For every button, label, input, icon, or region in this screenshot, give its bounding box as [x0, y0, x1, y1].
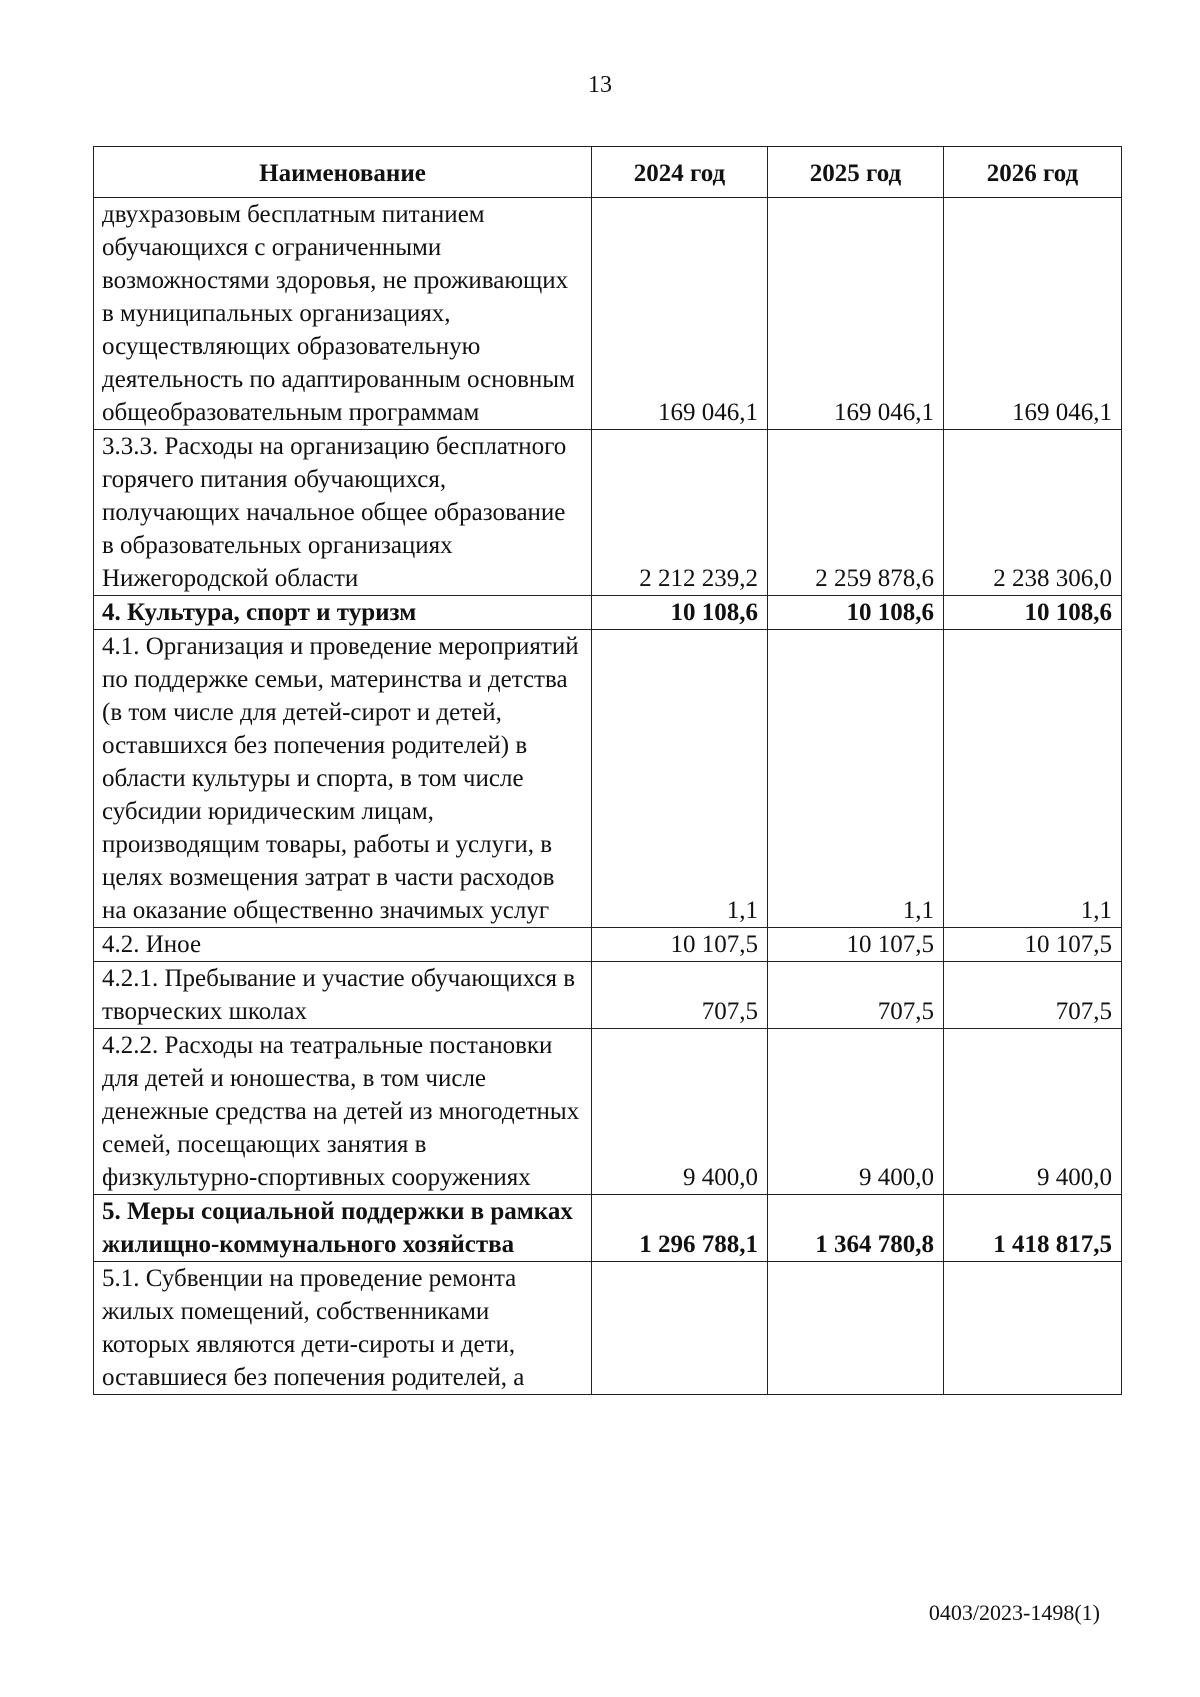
- table-header-row: [94, 147, 1122, 198]
- table-row: [94, 630, 1122, 928]
- row-value-2026: 10 108,6: [944, 596, 1122, 630]
- table-row: [94, 198, 1122, 430]
- row-name-cell: 5.1. Субвенции на проведение ремонта жилых помещений, собственниками которых являются дети-сироты и дети, оставшиеся без попечения родителей, а: [94, 1262, 592, 1395]
- row-value-2026: 2 238 306,0: [944, 430, 1122, 596]
- header-2025: 2025 год: [768, 147, 944, 198]
- row-value-2024: 10 107,5: [592, 928, 768, 962]
- row-name-cell: 4.2. Иное: [94, 928, 592, 962]
- row-value-2025: 2 259 878,6: [768, 430, 944, 596]
- row-value-2025: 169 046,1: [768, 198, 944, 430]
- row-value-2024: 9 400,0: [592, 1029, 768, 1195]
- row-name-cell: 4.1. Организация и проведение мероприятий по поддержке семьи, материнства и детства (в том числе для детей-сирот и детей, оставшихся без попечения родителей) в области культуры и спорта, в том числе субсидии юридическим лицам, производящим товары, работы и услуги, в целях возмещения затрат в части расходов на оказание общественно значимых услуг: [94, 630, 592, 928]
- row-value-2026: 169 046,1: [944, 198, 1122, 430]
- table-row: [94, 1029, 1122, 1195]
- row-value-2024: 707,5: [592, 962, 768, 1029]
- header-2026: 2026 год: [944, 147, 1122, 198]
- row-value-2026: 1 418 817,5: [944, 1195, 1122, 1262]
- table-row: [94, 596, 1122, 630]
- row-value-2025: 707,5: [768, 962, 944, 1029]
- table-row: [94, 430, 1122, 596]
- header-name: Наименование: [94, 147, 592, 198]
- row-value-2026: [944, 1262, 1122, 1395]
- row-name-cell: 4.2.1. Пребывание и участие обучающихся в творческих школах: [94, 962, 592, 1029]
- row-value-2026: 1,1: [944, 630, 1122, 928]
- row-name-cell: 4. Культура, спорт и туризм: [94, 596, 592, 630]
- row-value-2026: 10 107,5: [944, 928, 1122, 962]
- row-value-2024: 2 212 239,2: [592, 430, 768, 596]
- row-value-2026: 707,5: [944, 962, 1122, 1029]
- row-value-2026: 9 400,0: [944, 1029, 1122, 1195]
- row-name-cell: 3.3.3. Расходы на организацию бесплатного горячего питания обучающихся, получающих начальное общее образование в образовательных организациях Нижегородской области: [94, 430, 592, 596]
- table-row: [94, 1262, 1122, 1395]
- row-value-2024: 1 296 788,1: [592, 1195, 768, 1262]
- row-value-2025: 1 364 780,8: [768, 1195, 944, 1262]
- header-2024: 2024 год: [592, 147, 768, 198]
- page-number: 13: [588, 72, 612, 98]
- document-code: 0403/2023-1498(1): [928, 1600, 1100, 1625]
- table-row: [94, 928, 1122, 962]
- row-value-2024: 1,1: [592, 630, 768, 928]
- row-name-cell: 5. Меры социальной поддержки в рамках жилищно-коммунального хозяйства: [94, 1195, 592, 1262]
- row-name-cell: 4.2.2. Расходы на театральные постановки для детей и юношества, в том числе денежные средства на детей из многодетных семей, посещающих занятия в физкультурно-спортивных сооружениях: [94, 1029, 592, 1195]
- row-value-2025: 10 107,5: [768, 928, 944, 962]
- row-value-2025: [768, 1262, 944, 1395]
- budget-table: [93, 146, 1122, 1395]
- row-value-2024: 169 046,1: [592, 198, 768, 430]
- table-row: [94, 962, 1122, 1029]
- row-value-2024: [592, 1262, 768, 1395]
- row-value-2024: 10 108,6: [592, 596, 768, 630]
- row-value-2025: 10 108,6: [768, 596, 944, 630]
- table-row: [94, 1195, 1122, 1262]
- row-name-cell: двухразовым бесплатным питанием обучающихся с ограниченными возможностями здоровья, не проживающих в муниципальных организациях, осуществляющих образовательную деятельность по адаптированным основным общеобразовательным программам: [94, 198, 592, 430]
- row-value-2025: 9 400,0: [768, 1029, 944, 1195]
- row-value-2025: 1,1: [768, 630, 944, 928]
